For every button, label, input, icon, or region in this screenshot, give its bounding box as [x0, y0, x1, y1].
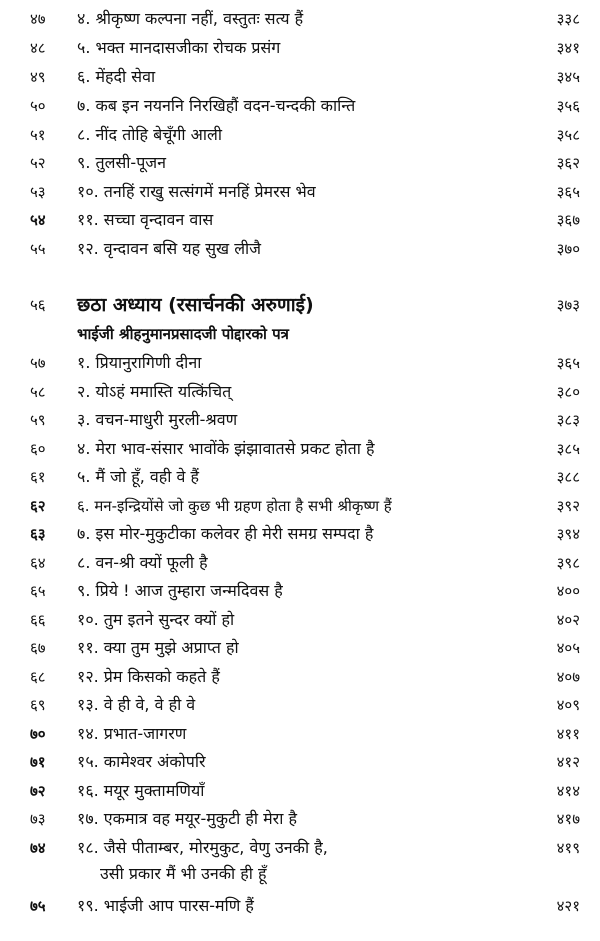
entry-title-continuation: उसी प्रकार मैं भी उनकी ही हूँ: [100, 864, 267, 883]
toc-row: [0, 463, 600, 491]
toc-row: [0, 663, 600, 691]
entry-title: ६. मन-इन्द्रियोंसे जो कुछ भी ग्रहण होता है सभी श्रीकृष्ण हैं: [77, 497, 392, 515]
toc-row: [0, 549, 600, 577]
chapter-page-number: ३७३: [556, 296, 580, 314]
toc-row: [0, 520, 600, 548]
entry-title: ३. वचन-माधुरी मुरली-श्रवण: [77, 410, 238, 429]
entry-title: १६. मयूर मुक्तामणियाँ: [77, 781, 205, 800]
page-number: ४०२: [556, 611, 580, 629]
entry-number: ६३: [30, 525, 46, 543]
page-number: ३८५: [556, 440, 580, 458]
page-number: ३५८: [556, 126, 580, 144]
page-number: ३८८: [556, 468, 580, 486]
entry-title: १०. तुम इतने सुन्दर क्यों हो: [77, 610, 235, 629]
toc-row: [0, 492, 600, 520]
toc-row: [0, 63, 600, 91]
entry-title: ७. इस मोर-मुकुटीका कलेवर ही मेरी समग्र सम्पदा है: [77, 524, 374, 543]
entry-number: ५३: [30, 183, 46, 201]
toc-row: [0, 606, 600, 634]
entry-number: ७३: [30, 810, 46, 828]
entry-number: ४९: [30, 68, 46, 86]
toc-row: [0, 577, 600, 605]
toc-row: [0, 178, 600, 206]
entry-number: ५२: [30, 154, 46, 172]
entry-title: १२. वृन्दावन बसि यह सुख लीजै: [77, 239, 262, 258]
page-number: ३६७: [556, 211, 580, 229]
entry-title: १८. जैसे पीताम्बर, मोरमुकुट, वेणु उनकी है,: [77, 838, 328, 857]
page-number: ३८३: [556, 411, 580, 429]
page-number: ४००: [556, 582, 580, 600]
toc-row: [0, 235, 600, 263]
page-number: ३४१: [556, 39, 580, 57]
entry-title: १९. भाईजी आप पारस-मणि हैं: [77, 896, 254, 915]
entry-number: ५०: [30, 97, 46, 115]
toc-row: [0, 720, 600, 748]
toc-row-continuation: [0, 860, 600, 888]
toc-row: [0, 834, 600, 862]
toc-row: [0, 634, 600, 662]
page-number: ३९२: [556, 497, 580, 515]
toc-row: [0, 748, 600, 776]
entry-number: ५१: [30, 126, 46, 144]
entry-title: ६. मेंहदी सेवा: [77, 67, 156, 86]
entry-number: ६०: [30, 440, 46, 458]
entry-title: ८. वन-श्री क्यों फूली है: [77, 553, 208, 572]
subheading-row: [0, 320, 600, 348]
page-number: ४१२: [556, 753, 580, 771]
page-number: ४११: [556, 725, 580, 743]
entry-number: ५९: [30, 411, 46, 429]
page-number: ३९८: [556, 554, 580, 572]
toc-row: [0, 149, 600, 177]
subheading: भाईजी श्रीहनुमानप्रसादजी पोद्दारको पत्र: [77, 325, 289, 343]
toc-row: [0, 121, 600, 149]
toc-row: [0, 805, 600, 833]
entry-title: १०. तनहिं राखु सत्संगमें मनहिं प्रेमरस भेव: [77, 182, 316, 201]
entry-number: ५४: [30, 211, 46, 229]
entry-title: २. योऽहं ममास्ति यत्किंचित्: [77, 382, 232, 401]
entry-title: ८. नींद तोहि बेचूँगी आली: [77, 125, 222, 144]
entry-number: ५७: [30, 354, 46, 372]
entry-number: ६६: [30, 611, 46, 629]
chapter-title: छठा अध्याय (रसार्चनकी अरुणाई): [77, 294, 314, 316]
page-number: ३८०: [556, 383, 580, 401]
entry-number: ७२: [30, 782, 46, 800]
page-number: ४१४: [556, 782, 580, 800]
entry-number: ६१: [30, 468, 46, 486]
entry-title: १२. प्रेम किसको कहते हैं: [77, 667, 220, 686]
page-number: ४०९: [556, 696, 580, 714]
page-number: ३६५: [556, 354, 580, 372]
toc-row: [0, 435, 600, 463]
entry-title: ७. कब इन नयननि निरखिहौं वदन-चन्दकी कान्ति: [77, 96, 356, 115]
entry-number: ४८: [30, 39, 46, 57]
toc-row: [0, 349, 600, 377]
entry-number: ७१: [30, 753, 46, 771]
entry-number: ७५: [30, 897, 46, 915]
entry-number: ७०: [30, 725, 46, 743]
page-number: ३३८: [556, 10, 580, 28]
entry-title: ११. क्या तुम मुझे अप्राप्त हो: [77, 638, 239, 657]
entry-title: ११. सच्चा वृन्दावन वास: [77, 210, 214, 229]
entry-number: ५५: [30, 240, 46, 258]
page-number: ४१९: [556, 839, 580, 857]
entry-number: ७४: [30, 839, 46, 857]
entry-number: ४७: [30, 10, 46, 28]
toc-row: [0, 92, 600, 120]
entry-title: ९. तुलसी-पूजन: [77, 153, 167, 172]
entry-number: ६५: [30, 582, 46, 600]
page-number: ३७०: [556, 240, 580, 258]
entry-number: ६७: [30, 639, 46, 657]
page-number: ४२१: [556, 897, 580, 915]
entry-title: १५. कामेश्वर अंकोपरि: [77, 752, 206, 771]
entry-title: ५. मैं जो हूँ, वही वे हैं: [77, 467, 200, 486]
chapter-number: ५६: [30, 296, 46, 314]
page-number: ३५६: [556, 97, 580, 115]
entry-number: ६९: [30, 696, 46, 714]
toc-row: [0, 34, 600, 62]
page-number: ३९४: [556, 525, 580, 543]
page-number: ४०७: [556, 668, 580, 686]
entry-title: ४. श्रीकृष्ण कल्पना नहीं, वस्तुतः सत्य हैं: [77, 9, 304, 28]
entry-title: १. प्रियानुरागिणी दीना: [77, 353, 202, 372]
entry-number: ६२: [30, 497, 46, 515]
entry-title: ५. भक्त मानदासजीका रोचक प्रसंग: [77, 38, 281, 57]
toc-row: [0, 777, 600, 805]
entry-number: ६८: [30, 668, 46, 686]
entry-title: १४. प्रभात-जागरण: [77, 724, 187, 743]
entry-title: १३. वे ही वे, वे ही वे: [77, 695, 196, 714]
toc-row: [0, 378, 600, 406]
entry-title: ९. प्रिये ! आज तुम्हारा जन्मदिवस है: [77, 581, 283, 600]
chapter-heading-row: [0, 291, 600, 321]
page-number: ३६५: [556, 183, 580, 201]
toc-row: [0, 406, 600, 434]
toc-row: [0, 892, 600, 920]
entry-number: ५८: [30, 383, 46, 401]
toc-row: [0, 691, 600, 719]
entry-title: १७. एकमात्र वह मयूर-मुकुटी ही मेरा है: [77, 809, 297, 828]
entry-title: ४. मेरा भाव-संसार भावोंके झंझावातसे प्रकट होता है: [77, 439, 375, 458]
page-number: ३४५: [556, 68, 580, 86]
page-number: ४१७: [556, 810, 580, 828]
toc-row: [0, 5, 600, 33]
toc-row: [0, 206, 600, 234]
entry-number: ६४: [30, 554, 46, 572]
page-number: ४०५: [556, 639, 580, 657]
page-number: ३६२: [556, 154, 580, 172]
